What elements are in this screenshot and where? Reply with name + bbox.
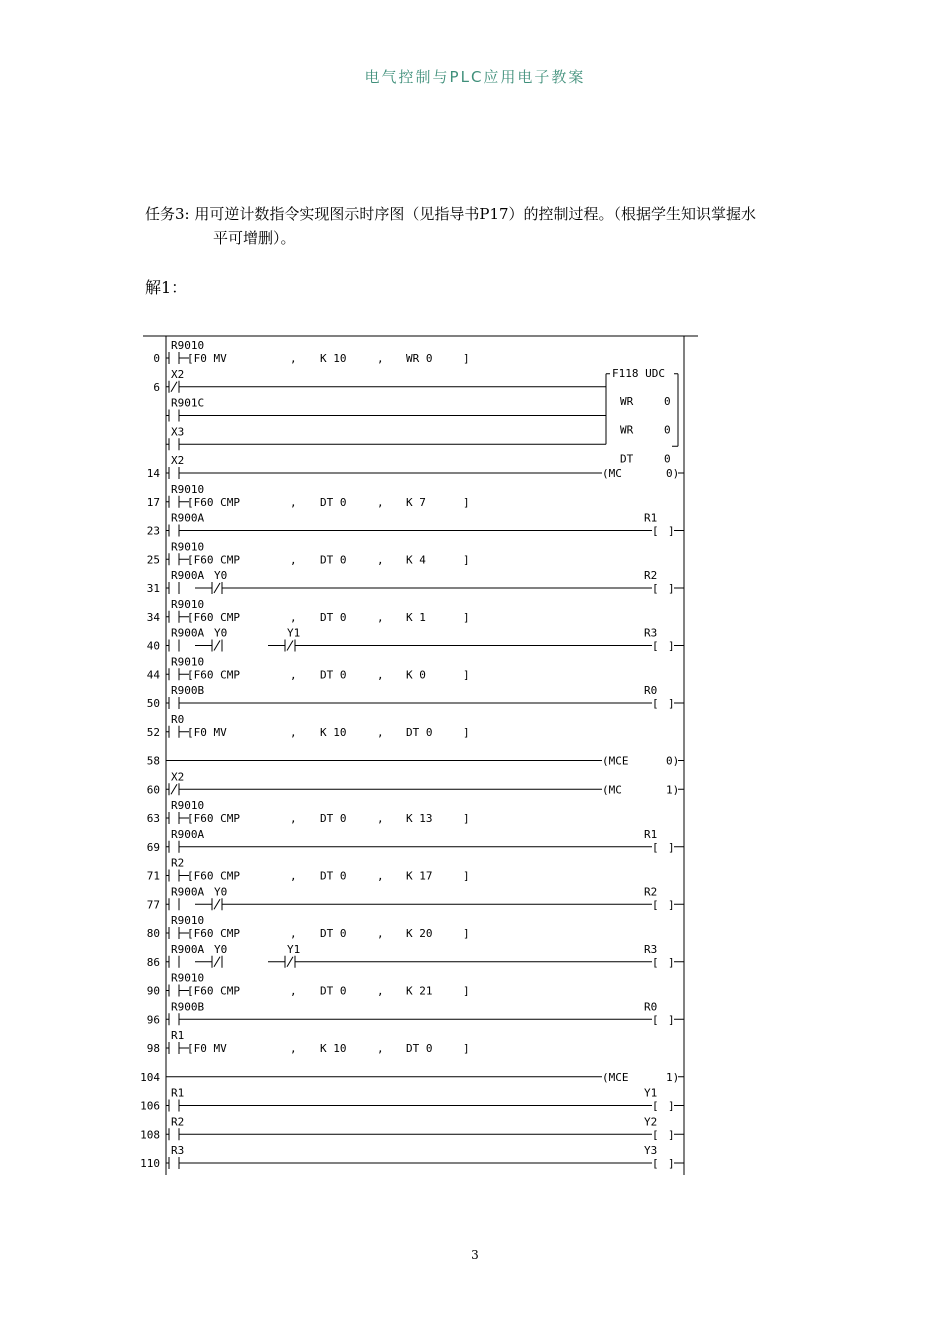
rung-20-operand-1: DT 0 [320, 927, 347, 940]
rung-10-contact-1-label: Y0 [214, 626, 228, 640]
rung-15-step-number: 60 [146, 783, 160, 797]
rung-13-comma-2: , [377, 725, 384, 739]
rung-11-contact-0-label: R9010 [171, 655, 205, 669]
rung-0-operand-1: K 10 [320, 352, 347, 365]
rung-27-coil-label: Y2 [644, 1115, 658, 1129]
rung-22-operand-2: K 21 [406, 984, 433, 998]
rung-26-coil-open: [ [652, 1099, 659, 1113]
rung-15-mc-value: 1) [666, 783, 680, 797]
rung-25-step-number: 104 [140, 1070, 160, 1084]
rung-1-contact-0-label: X2 [171, 367, 185, 381]
rung-3-udc-value: 0 [664, 452, 671, 466]
rung-7-contact-0-label: R9010 [171, 540, 205, 554]
rung-20-contact-0-label: R9010 [171, 914, 205, 927]
rung-11-operand-2: K 0 [406, 668, 426, 682]
rung-18-function: [F60 CMP [187, 869, 240, 883]
rung-24-comma-1: , [290, 1042, 297, 1055]
rung-17-coil-label: R1 [644, 827, 658, 841]
rung-2-contact-0-label: R901C [171, 396, 205, 410]
rung-1-step-number: 6 [153, 380, 160, 394]
rung-6-coil-open: [ [652, 524, 659, 538]
rung-12-coil-label: R0 [644, 684, 658, 697]
rung-21-contact-0-label: R900A [171, 942, 205, 956]
rung-4-contact-0-label: X2 [171, 454, 185, 467]
rung-8-step-number: 31 [146, 582, 160, 595]
rung-14-step-number: 58 [146, 754, 160, 768]
rung-20-comma-1: , [290, 927, 297, 940]
rung-0-operand-2: WR 0 [406, 352, 433, 365]
rung-11-function: [F60 CMP [187, 668, 240, 682]
rung-18-step-number: 71 [146, 869, 160, 883]
rung-26-coil-close: ] [668, 1099, 675, 1113]
rung-9-comma-1: , [290, 610, 297, 624]
rung-10-contact-2-label: Y1 [287, 626, 301, 640]
rung-6-coil-close: ] [668, 524, 675, 538]
rung-5-step-number: 17 [146, 495, 160, 509]
rung-20-step-number: 80 [146, 927, 160, 940]
rung-22-operand-1: DT 0 [320, 984, 347, 998]
rung-7-step-number: 25 [146, 553, 160, 567]
rung-21-coil-label: R3 [644, 942, 658, 956]
rung-16-function: [F60 CMP [187, 812, 240, 825]
rung-2-udc-value: 0 [664, 423, 671, 437]
rung-6-coil-label: R1 [644, 511, 658, 525]
rung-13-comma-1: , [290, 725, 297, 739]
rung-6-contact-0-label: R900A [171, 511, 205, 525]
rung-10-contact-0-label: R900A [171, 626, 205, 640]
rung-26-contact-0-label: R1 [171, 1086, 185, 1100]
rung-23-coil-close: ] [668, 1013, 675, 1027]
rung-15-contact-0-label: X2 [171, 770, 185, 784]
rung-16-comma-1: , [290, 812, 297, 825]
rung-17-contact-0-label: R900A [171, 827, 205, 841]
rung-7-function: [F60 CMP [187, 553, 240, 567]
rung-20-comma-2: , [377, 927, 384, 940]
rung-11-close-bracket: ] [463, 668, 470, 682]
rung-22-comma-1: , [290, 984, 297, 998]
rung-8-contact-1-label: Y0 [214, 569, 228, 582]
rung-19-coil-open: [ [652, 898, 659, 912]
rung-21-step-number: 86 [146, 955, 160, 969]
rung-24-comma-2: , [377, 1042, 384, 1055]
rung-8-contact-0-label: R900A [171, 569, 205, 582]
rung-11-comma-2: , [377, 668, 384, 682]
rung-16-operand-2: K 13 [406, 812, 433, 825]
rung-8-coil-open: [ [652, 582, 659, 595]
rung-5-function: [F60 CMP [187, 495, 240, 509]
rung-21-coil-close: ] [668, 955, 675, 969]
rung-25-mc-value: 1) [666, 1070, 680, 1084]
rung-23-coil-label: R0 [644, 1000, 658, 1014]
rung-28-coil-open: [ [652, 1157, 659, 1170]
rung-1-udc-value: 0 [664, 394, 671, 408]
rung-12-step-number: 50 [146, 697, 160, 710]
rung-10-contact-2-slash [287, 641, 293, 651]
rung-10-coil-close: ] [668, 639, 675, 653]
rung-0-close-bracket: ] [463, 352, 470, 365]
rung-13-close-bracket: ] [463, 725, 470, 739]
rung-13-function: [F0 MV [187, 725, 227, 739]
rung-17-step-number: 69 [146, 840, 160, 854]
rung-12-coil-close: ] [668, 697, 675, 710]
rung-5-operand-1: DT 0 [320, 495, 347, 509]
rung-13-operand-2: DT 0 [406, 725, 433, 739]
rung-25-mc-instr: (MCE [602, 1070, 629, 1084]
rung-26-step-number: 106 [140, 1099, 160, 1113]
rung-16-operand-1: DT 0 [320, 812, 347, 825]
rung-6-step-number: 23 [146, 524, 160, 538]
rung-9-operand-1: DT 0 [320, 610, 347, 624]
rung-28-coil-close: ] [668, 1157, 675, 1170]
rung-19-contact-1-slash [214, 899, 220, 909]
rung-0-step-number: 0 [153, 352, 160, 365]
rung-21-contact-1-label: Y0 [214, 942, 228, 956]
solution-label: 解1： [145, 278, 188, 297]
rung-11-operand-1: DT 0 [320, 668, 347, 682]
rung-22-comma-2: , [377, 984, 384, 998]
rung-27-step-number: 108 [140, 1128, 160, 1142]
rung-8-contact-1-slash [214, 583, 220, 593]
rung-22-close-bracket: ] [463, 984, 470, 998]
rung-23-contact-0-label: R900B [171, 1000, 205, 1014]
rung-22-step-number: 90 [146, 984, 160, 998]
rung-14-mc-value: 0) [666, 754, 680, 768]
rung-3-contact-0-label: X3 [171, 425, 185, 439]
rung-16-contact-0-label: R9010 [171, 799, 205, 812]
rung-11-comma-1: , [290, 668, 297, 682]
rung-22-contact-0-label: R9010 [171, 971, 205, 985]
rung-0-contact-0-label: R9010 [171, 339, 205, 352]
rung-13-step-number: 52 [146, 725, 160, 739]
rung-17-coil-close: ] [668, 840, 675, 854]
rung-24-step-number: 98 [146, 1042, 160, 1055]
page-number: 3 [471, 1248, 479, 1262]
rung-20-operand-2: K 20 [406, 927, 433, 940]
rung-21-contact-2-slash [287, 957, 293, 967]
rung-18-operand-2: K 17 [406, 869, 433, 883]
rung-8-coil-close: ] [668, 582, 675, 595]
rung-17-coil-open: [ [652, 840, 659, 854]
rung-15-mc-instr: (MC [602, 783, 622, 797]
rung-5-contact-0-label: R9010 [171, 482, 205, 496]
rung-18-close-bracket: ] [463, 869, 470, 883]
rung-7-comma-2: , [377, 553, 384, 567]
rung-9-contact-0-label: R9010 [171, 597, 205, 611]
rung-4-mc-instr: (MC [602, 467, 622, 480]
rung-10-step-number: 40 [146, 639, 160, 653]
rung-4-mc-value: 0) [666, 467, 680, 480]
rung-9-comma-2: , [377, 610, 384, 624]
rung-10-coil-label: R3 [644, 626, 658, 640]
rung-9-function: [F60 CMP [187, 610, 240, 624]
rung-28-step-number: 110 [140, 1157, 160, 1170]
rung-21-contact-2-label: Y1 [287, 942, 301, 956]
rung-1-udc-param: WR [620, 394, 634, 408]
rung-0-function: [F0 MV [187, 352, 227, 365]
rung-23-step-number: 96 [146, 1013, 160, 1027]
rung-19-coil-label: R2 [644, 885, 658, 899]
rung-5-close-bracket: ] [463, 495, 470, 509]
rung-12-coil-open: [ [652, 697, 659, 710]
rung-16-comma-2: , [377, 812, 384, 825]
rung-10-contact-1-slash [214, 641, 220, 651]
rung-4-step-number: 14 [146, 467, 160, 480]
rung-24-function: [F0 MV [187, 1042, 227, 1055]
rung-21-coil-open: [ [652, 955, 659, 969]
rung-22-function: [F60 CMP [187, 984, 240, 998]
page-header: 电气控制与PLC应用电子教案 [364, 68, 586, 86]
rung-5-comma-2: , [377, 495, 384, 509]
rung-27-contact-0-label: R2 [171, 1115, 185, 1129]
rung-1-contact-0-slash [171, 382, 177, 392]
rung-24-operand-2: DT 0 [406, 1042, 433, 1055]
rung-9-close-bracket: ] [463, 610, 470, 624]
rung-5-operand-2: K 7 [406, 495, 426, 509]
rung-8-coil-label: R2 [644, 569, 658, 582]
rung-13-contact-0-label: R0 [171, 712, 185, 726]
rung-20-function: [F60 CMP [187, 927, 240, 940]
rung-3-udc-param: DT [620, 452, 634, 466]
rung-27-coil-open: [ [652, 1128, 659, 1142]
rung-24-contact-0-label: R1 [171, 1029, 185, 1042]
rung-5-comma-1: , [290, 495, 297, 509]
rung-19-coil-close: ] [668, 898, 675, 912]
rung-18-comma-2: , [377, 869, 384, 883]
rung-16-step-number: 63 [146, 812, 160, 825]
rung-0-comma-2: , [377, 352, 384, 365]
task-line-1: 任务3: 用可逆计数指令实现图示时序图（见指导书P17）的控制过程。（根据学生知识掌握水 [145, 205, 757, 223]
rung-20-close-bracket: ] [463, 927, 470, 940]
rung-23-coil-open: [ [652, 1013, 659, 1027]
rung-14-mc-instr: (MCE [602, 754, 629, 768]
rung-12-contact-0-label: R900B [171, 684, 205, 697]
rung-2-udc-param: WR [620, 423, 634, 437]
rung-7-operand-2: K 4 [406, 553, 426, 567]
rung-9-operand-2: K 1 [406, 610, 426, 624]
rung-27-coil-close: ] [668, 1128, 675, 1142]
rung-26-coil-label: Y1 [644, 1086, 658, 1100]
rung-18-operand-1: DT 0 [320, 869, 347, 883]
rung-1-udc-title: F118 UDC [612, 366, 665, 380]
rung-11-step-number: 44 [146, 668, 160, 682]
rung-15-contact-0-slash [171, 784, 177, 794]
rung-24-operand-1: K 10 [320, 1042, 347, 1055]
rung-7-close-bracket: ] [463, 553, 470, 567]
rung-19-step-number: 77 [146, 898, 160, 912]
rung-19-contact-0-label: R900A [171, 885, 205, 899]
rung-7-comma-1: , [290, 553, 297, 567]
rung-13-operand-1: K 10 [320, 725, 347, 739]
rung-19-contact-1-label: Y0 [214, 885, 228, 899]
rung-18-comma-1: , [290, 869, 297, 883]
rung-9-step-number: 34 [146, 610, 160, 624]
rung-10-coil-open: [ [652, 639, 659, 653]
rung-28-coil-label: Y3 [644, 1144, 658, 1157]
rung-0-comma-1: , [290, 352, 297, 365]
rung-28-contact-0-label: R3 [171, 1144, 185, 1157]
rung-16-close-bracket: ] [463, 812, 470, 825]
rung-7-operand-1: DT 0 [320, 553, 347, 567]
rung-21-contact-1-slash [214, 957, 220, 967]
rung-18-contact-0-label: R2 [171, 856, 185, 870]
rung-24-close-bracket: ] [463, 1042, 470, 1055]
task-line-2: 平可增删）。 [213, 229, 296, 247]
